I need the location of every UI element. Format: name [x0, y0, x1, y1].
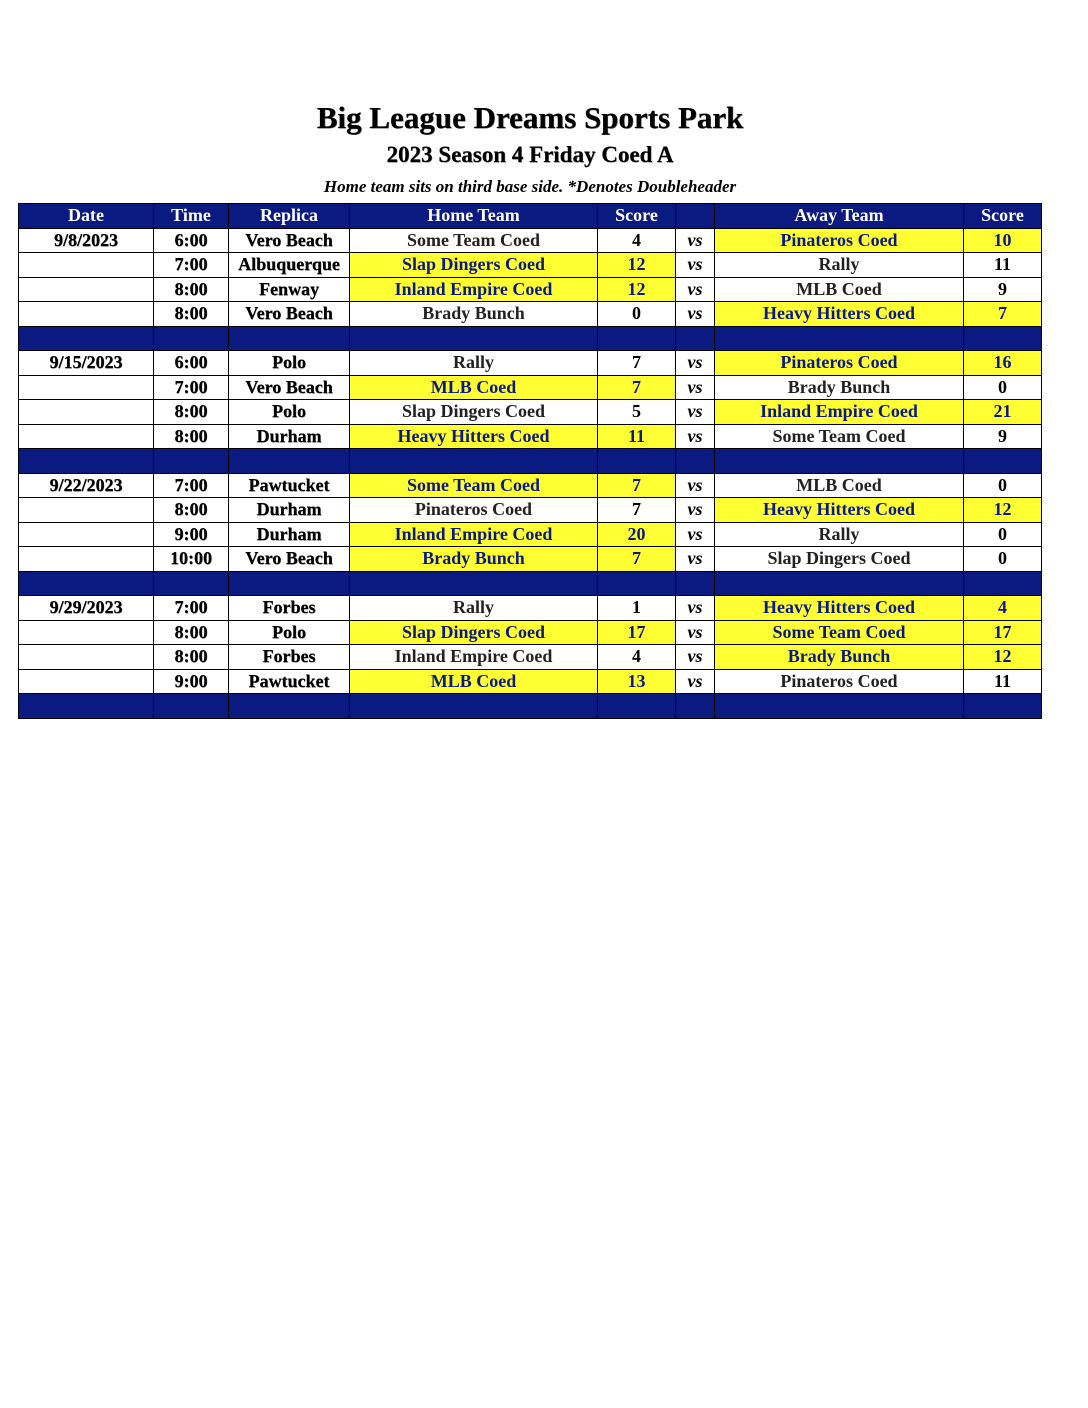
- date-cell: [19, 424, 154, 449]
- date-cell: [19, 547, 154, 572]
- separator-cell: [676, 694, 715, 719]
- home-score-cell: 12: [598, 253, 676, 278]
- away-score-cell: 21: [964, 400, 1042, 425]
- away-team-cell: Brady Bunch: [715, 645, 964, 670]
- away-score-cell: 11: [964, 669, 1042, 694]
- time-cell: 8:00: [154, 277, 229, 302]
- home-score-cell: 0: [598, 302, 676, 327]
- vs-cell: vs: [676, 375, 715, 400]
- separator-cell: [964, 326, 1042, 351]
- home-score-cell: 7: [598, 375, 676, 400]
- time-cell: 7:00: [154, 253, 229, 278]
- home-team-cell: Some Team Coed: [350, 228, 598, 253]
- vs-cell: vs: [676, 277, 715, 302]
- separator-cell: [676, 571, 715, 596]
- separator-cell: [676, 449, 715, 474]
- separator-cell: [676, 326, 715, 351]
- week-separator-row: [19, 571, 1042, 596]
- week-separator-row: [19, 449, 1042, 474]
- separator-cell: [715, 326, 964, 351]
- separator-cell: [229, 449, 350, 474]
- table-row: [19, 596, 1042, 621]
- table-row: [19, 277, 1042, 302]
- week-separator-row: [19, 326, 1042, 351]
- time-cell: 7:00: [154, 596, 229, 621]
- vs-cell: vs: [676, 596, 715, 621]
- home-team-cell: MLB Coed: [350, 669, 598, 694]
- table-row: [19, 498, 1042, 523]
- away-team-cell: MLB Coed: [715, 473, 964, 498]
- away-score-cell: 0: [964, 375, 1042, 400]
- vs-cell: vs: [676, 400, 715, 425]
- home-score-cell: 11: [598, 424, 676, 449]
- home-score-cell: 12: [598, 277, 676, 302]
- away-score-cell: 12: [964, 645, 1042, 670]
- vs-cell: vs: [676, 228, 715, 253]
- home-team-cell: Slap Dingers Coed: [350, 400, 598, 425]
- time-cell: 10:00: [154, 547, 229, 572]
- time-cell: 8:00: [154, 424, 229, 449]
- replica-cell: Forbes: [229, 596, 350, 621]
- replica-cell: Polo: [229, 400, 350, 425]
- home-team-cell: Rally: [350, 351, 598, 376]
- table-row: [19, 253, 1042, 278]
- replica-cell: Durham: [229, 424, 350, 449]
- away-team-cell: Slap Dingers Coed: [715, 547, 964, 572]
- away-team-cell: Pinateros Coed: [715, 228, 964, 253]
- replica-cell: Pawtucket: [229, 669, 350, 694]
- date-cell: [19, 375, 154, 400]
- date-cell: [19, 302, 154, 327]
- table-row: [19, 228, 1042, 253]
- separator-cell: [229, 694, 350, 719]
- away-team-cell: Heavy Hitters Coed: [715, 498, 964, 523]
- schedule-table: [18, 203, 1042, 719]
- col-header-date: Date: [19, 204, 154, 229]
- time-cell: 7:00: [154, 473, 229, 498]
- col-header-away-team: Away Team: [715, 204, 964, 229]
- home-score-cell: 17: [598, 620, 676, 645]
- separator-cell: [715, 571, 964, 596]
- home-team-cell: Brady Bunch: [350, 547, 598, 572]
- schedule-note: Home team sits on third base side. *Denotes Doubleheader: [323, 177, 737, 196]
- away-score-cell: 0: [964, 522, 1042, 547]
- home-score-cell: 7: [598, 473, 676, 498]
- date-cell: [19, 645, 154, 670]
- vs-cell: vs: [676, 351, 715, 376]
- home-team-cell: Heavy Hitters Coed: [350, 424, 598, 449]
- home-score-cell: 7: [598, 498, 676, 523]
- separator-cell: [964, 694, 1042, 719]
- home-team-cell: Some Team Coed: [350, 473, 598, 498]
- time-cell: 8:00: [154, 620, 229, 645]
- separator-cell: [598, 694, 676, 719]
- separator-cell: [350, 571, 598, 596]
- col-header-vs: [676, 204, 715, 229]
- replica-cell: Vero Beach: [229, 547, 350, 572]
- time-cell: 8:00: [154, 400, 229, 425]
- separator-cell: [350, 449, 598, 474]
- replica-cell: Vero Beach: [229, 302, 350, 327]
- date-cell: [19, 400, 154, 425]
- replica-cell: Polo: [229, 351, 350, 376]
- separator-cell: [229, 571, 350, 596]
- separator-cell: [19, 694, 154, 719]
- replica-cell: Fenway: [229, 277, 350, 302]
- home-score-cell: 20: [598, 522, 676, 547]
- away-team-cell: Some Team Coed: [715, 424, 964, 449]
- date-cell: [19, 522, 154, 547]
- replica-cell: Albuquerque: [229, 253, 350, 278]
- table-row: [19, 302, 1042, 327]
- vs-cell: vs: [676, 620, 715, 645]
- away-team-cell: Rally: [715, 522, 964, 547]
- separator-cell: [715, 694, 964, 719]
- home-team-cell: Slap Dingers Coed: [350, 253, 598, 278]
- home-score-cell: 1: [598, 596, 676, 621]
- separator-cell: [19, 326, 154, 351]
- week-separator-row: [19, 694, 1042, 719]
- away-score-cell: 0: [964, 547, 1042, 572]
- home-score-cell: 7: [598, 351, 676, 376]
- time-cell: 8:00: [154, 645, 229, 670]
- home-team-cell: Brady Bunch: [350, 302, 598, 327]
- date-cell: [19, 253, 154, 278]
- vs-cell: vs: [676, 547, 715, 572]
- separator-cell: [154, 449, 229, 474]
- separator-cell: [598, 571, 676, 596]
- away-score-cell: 7: [964, 302, 1042, 327]
- away-team-cell: Heavy Hitters Coed: [715, 302, 964, 327]
- table-row: [19, 547, 1042, 572]
- away-score-cell: 11: [964, 253, 1042, 278]
- vs-cell: vs: [676, 302, 715, 327]
- separator-cell: [964, 571, 1042, 596]
- replica-cell: Pawtucket: [229, 473, 350, 498]
- home-score-cell: 4: [598, 645, 676, 670]
- separator-cell: [154, 694, 229, 719]
- home-team-cell: Inland Empire Coed: [350, 645, 598, 670]
- page-title: Big League Dreams Sports Park: [316, 100, 744, 135]
- separator-cell: [154, 571, 229, 596]
- time-cell: 6:00: [154, 228, 229, 253]
- home-score-cell: 5: [598, 400, 676, 425]
- table-row: [19, 473, 1042, 498]
- page-subtitle: 2023 Season 4 Friday Coed A: [386, 142, 674, 167]
- replica-cell: Vero Beach: [229, 228, 350, 253]
- col-header-away-score: Score: [964, 204, 1042, 229]
- away-team-cell: MLB Coed: [715, 277, 964, 302]
- table-header-row: [19, 204, 1042, 229]
- date-cell: 9/15/2023: [19, 351, 154, 376]
- time-cell: 9:00: [154, 669, 229, 694]
- away-score-cell: 16: [964, 351, 1042, 376]
- vs-cell: vs: [676, 498, 715, 523]
- away-team-cell: Rally: [715, 253, 964, 278]
- vs-cell: vs: [676, 522, 715, 547]
- home-score-cell: 13: [598, 669, 676, 694]
- table-row: [19, 424, 1042, 449]
- table-row: [19, 351, 1042, 376]
- col-header-home-score: Score: [598, 204, 676, 229]
- away-team-cell: Some Team Coed: [715, 620, 964, 645]
- time-cell: 6:00: [154, 351, 229, 376]
- home-score-cell: 4: [598, 228, 676, 253]
- separator-cell: [964, 449, 1042, 474]
- separator-cell: [154, 326, 229, 351]
- separator-cell: [19, 449, 154, 474]
- table-row: [19, 375, 1042, 400]
- home-team-cell: Inland Empire Coed: [350, 522, 598, 547]
- date-cell: [19, 620, 154, 645]
- separator-cell: [598, 449, 676, 474]
- schedule-body: [19, 228, 1042, 718]
- date-cell: 9/8/2023: [19, 228, 154, 253]
- away-score-cell: 12: [964, 498, 1042, 523]
- time-cell: 9:00: [154, 522, 229, 547]
- away-team-cell: Heavy Hitters Coed: [715, 596, 964, 621]
- away-score-cell: 9: [964, 424, 1042, 449]
- date-cell: [19, 498, 154, 523]
- date-cell: 9/22/2023: [19, 473, 154, 498]
- table-row: [19, 400, 1042, 425]
- table-row: [19, 645, 1042, 670]
- away-score-cell: 0: [964, 473, 1042, 498]
- replica-cell: Polo: [229, 620, 350, 645]
- replica-cell: Forbes: [229, 645, 350, 670]
- replica-cell: Durham: [229, 522, 350, 547]
- away-score-cell: 17: [964, 620, 1042, 645]
- away-team-cell: Pinateros Coed: [715, 351, 964, 376]
- away-score-cell: 10: [964, 228, 1042, 253]
- time-cell: 8:00: [154, 498, 229, 523]
- away-score-cell: 9: [964, 277, 1042, 302]
- vs-cell: vs: [676, 669, 715, 694]
- away-team-cell: Pinateros Coed: [715, 669, 964, 694]
- table-row: [19, 620, 1042, 645]
- date-cell: [19, 669, 154, 694]
- replica-cell: Vero Beach: [229, 375, 350, 400]
- away-score-cell: 4: [964, 596, 1042, 621]
- vs-cell: vs: [676, 424, 715, 449]
- separator-cell: [598, 326, 676, 351]
- home-team-cell: Slap Dingers Coed: [350, 620, 598, 645]
- col-header-replica: Replica: [229, 204, 350, 229]
- away-team-cell: Brady Bunch: [715, 375, 964, 400]
- table-row: [19, 522, 1042, 547]
- separator-cell: [715, 449, 964, 474]
- home-team-cell: Pinateros Coed: [350, 498, 598, 523]
- time-cell: 7:00: [154, 375, 229, 400]
- col-header-time: Time: [154, 204, 229, 229]
- table-row: [19, 669, 1042, 694]
- vs-cell: vs: [676, 645, 715, 670]
- col-header-home-team: Home Team: [350, 204, 598, 229]
- home-team-cell: Rally: [350, 596, 598, 621]
- home-team-cell: Inland Empire Coed: [350, 277, 598, 302]
- home-team-cell: MLB Coed: [350, 375, 598, 400]
- separator-cell: [350, 694, 598, 719]
- separator-cell: [19, 571, 154, 596]
- separator-cell: [350, 326, 598, 351]
- home-score-cell: 7: [598, 547, 676, 572]
- time-cell: 8:00: [154, 302, 229, 327]
- replica-cell: Durham: [229, 498, 350, 523]
- vs-cell: vs: [676, 253, 715, 278]
- separator-cell: [229, 326, 350, 351]
- vs-cell: vs: [676, 473, 715, 498]
- away-team-cell: Inland Empire Coed: [715, 400, 964, 425]
- date-cell: [19, 277, 154, 302]
- date-cell: 9/29/2023: [19, 596, 154, 621]
